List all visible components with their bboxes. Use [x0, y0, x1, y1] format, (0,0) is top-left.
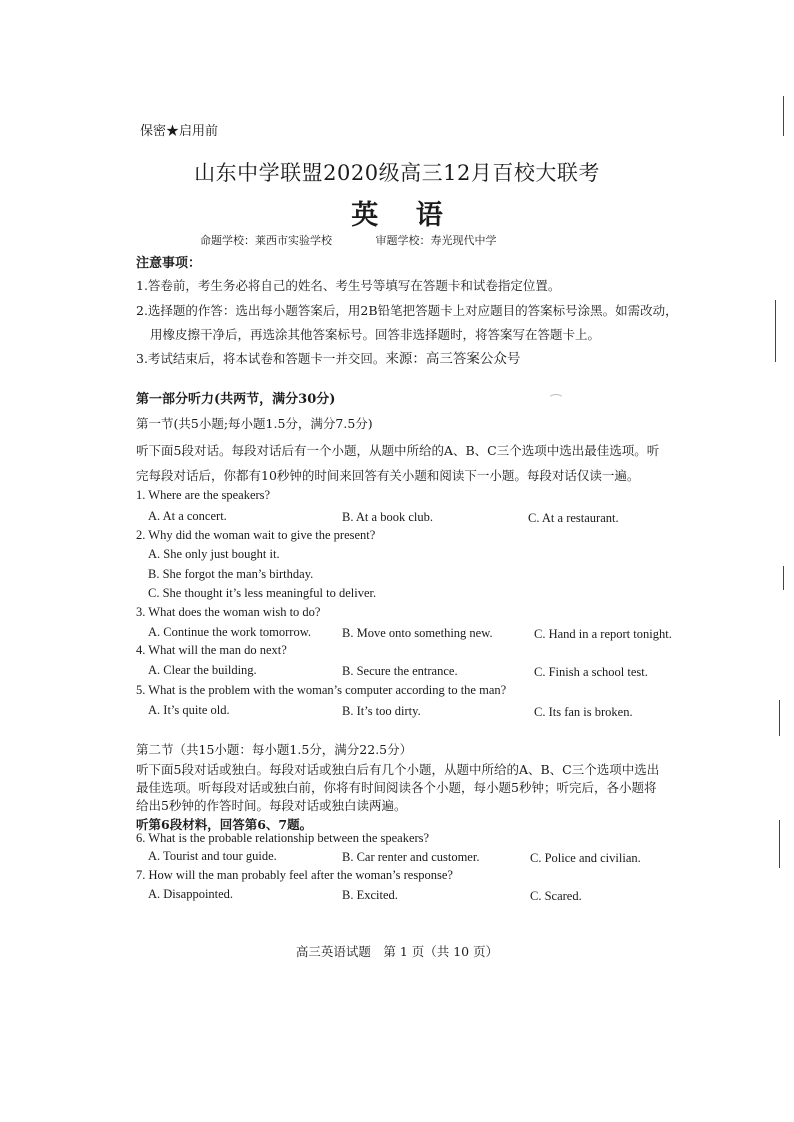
exam-title: 山东中学联盟2020级高三12月百校大联考 — [194, 161, 600, 185]
section1-instruction-1: 听下面5段对话。每段对话后有一个小题，从题中所给的A、B、C三个选项中选出最佳选项。听 — [136, 443, 660, 458]
subject-title: 英 语 — [351, 200, 457, 231]
section2-instruction-2: 最佳选项。听每段对话或独白前，你将有时间阅读各个小题，每小题5秒钟；听完后，各小题将 — [136, 780, 657, 795]
scan-edge-mark — [775, 300, 776, 362]
question-7-stem: 7. How will the man probably feel after the woman’s response? — [136, 868, 453, 882]
question-6-option-c: C. Police and civilian. — [530, 851, 641, 865]
question-4-stem: 4. What will the man do next? — [136, 643, 287, 657]
question-7-option-c: C. Scared. — [530, 889, 582, 903]
page-footer: 高三英语试题 第 1 页（共 10 页） — [295, 944, 499, 959]
scan-edge-mark — [779, 820, 780, 868]
question-1-option-b: B. At a book club. — [342, 510, 433, 524]
question-4-option-b: B. Secure the entrance. — [342, 664, 458, 678]
notice-item-3 — [136, 347, 520, 367]
section2-instruction-1: 听下面5段对话或独白。每段对话或独白后有几个小题，从题中所给的A、B、C三个选项中选出 — [136, 762, 660, 777]
question-2-option-a: A. She only just bought it. — [148, 547, 280, 561]
question-7-option-b: B. Excited. — [342, 888, 398, 902]
question-4-option-a: A. Clear the building. — [148, 663, 257, 677]
question-6-stem: 6. What is the probable relationship between the speakers? — [136, 831, 430, 845]
question-1-option-a: A. At a concert. — [148, 509, 227, 523]
question-3-option-b: B. Move onto something new. — [342, 626, 493, 640]
question-2-option-b: B. She forgot the man’s birthday. — [148, 567, 314, 581]
question-6-option-b: B. Car renter and customer. — [342, 850, 480, 864]
question-5-option-c: C. Its fan is broken. — [534, 705, 633, 719]
notice-item-1: 1.答卷前，考生务必将自己的姓名、考生号等填写在答题卡和试卷指定位置。 — [136, 278, 561, 293]
question-5-stem: 5. What is the problem with the woman’s computer according to the man? — [136, 683, 507, 697]
reviewing-school: 审题学校：寿光现代中学 — [375, 234, 497, 247]
question-3-stem: 3. What does the woman wish to do? — [136, 605, 321, 619]
question-1-option-c: C. At a restaurant. — [528, 511, 619, 525]
question-2-stem: 2. Why did the woman wait to give the present? — [136, 528, 376, 542]
scan-smudge — [548, 394, 564, 406]
notice-title: 注意事项： — [136, 256, 202, 271]
section2-instruction-3: 给出5秒钟的作答时间。每段对话或独白读两遍。 — [136, 798, 407, 813]
notice-item-2: 2.选择题的作答：选出每小题答案后，用2B铅笔把答题卡上对应题目的答案标号涂黑。如需改动， — [136, 303, 678, 318]
scan-edge-mark — [783, 96, 784, 136]
question-1-stem: 1. Where are the speakers? — [136, 488, 271, 502]
scan-edge-mark — [779, 700, 780, 736]
notice-item-2-continued: 用橡皮擦干净后，再选涂其他答案标号。回答非选择题时，将答案写在答题卡上。 — [150, 327, 601, 342]
scan-edge-mark — [783, 566, 784, 590]
notice-item-3-text: 3.考试结束后，将本试卷和答题卡一并交回。 — [136, 351, 386, 366]
question-6-option-a: A. Tourist and tour guide. — [148, 849, 277, 863]
part1-title: 第一部分听力(共两节，满分30分) — [136, 392, 336, 407]
question-5-option-a: A. It’s quite old. — [148, 703, 230, 717]
question-5-option-b: B. It’s too dirty. — [342, 704, 421, 718]
question-4-option-c: C. Finish a school test. — [534, 665, 648, 679]
question-7-option-a: A. Disappointed. — [148, 887, 234, 901]
question-3-option-a: A. Continue the work tomorrow. — [148, 625, 312, 639]
question-2-option-c: C. She thought it’s less meaningful to deliver. — [148, 586, 377, 600]
section1-title: 第一节(共5小题;每小题1.5分，满分7.5分) — [136, 416, 373, 431]
proposing-school: 命题学校：莱西市实验学校 — [200, 234, 332, 247]
source-note: 来源：高三答案公众号 — [385, 351, 521, 367]
section1-instruction-2: 完每段对话后，你都有10秒钟的时间来回答有关小题和阅读下一小题。每段对话仅读一遍。 — [136, 468, 640, 483]
material-6-heading: 听第6段材料，回答第6、7题。 — [136, 817, 313, 832]
question-3-option-c: C. Hand in a report tonight. — [534, 627, 672, 641]
confidential-label: 保密★启用前 — [140, 124, 219, 139]
section2-title: 第二节（共15小题：每小题1.5分，满分22.5分） — [136, 742, 413, 757]
school-info — [200, 232, 537, 248]
